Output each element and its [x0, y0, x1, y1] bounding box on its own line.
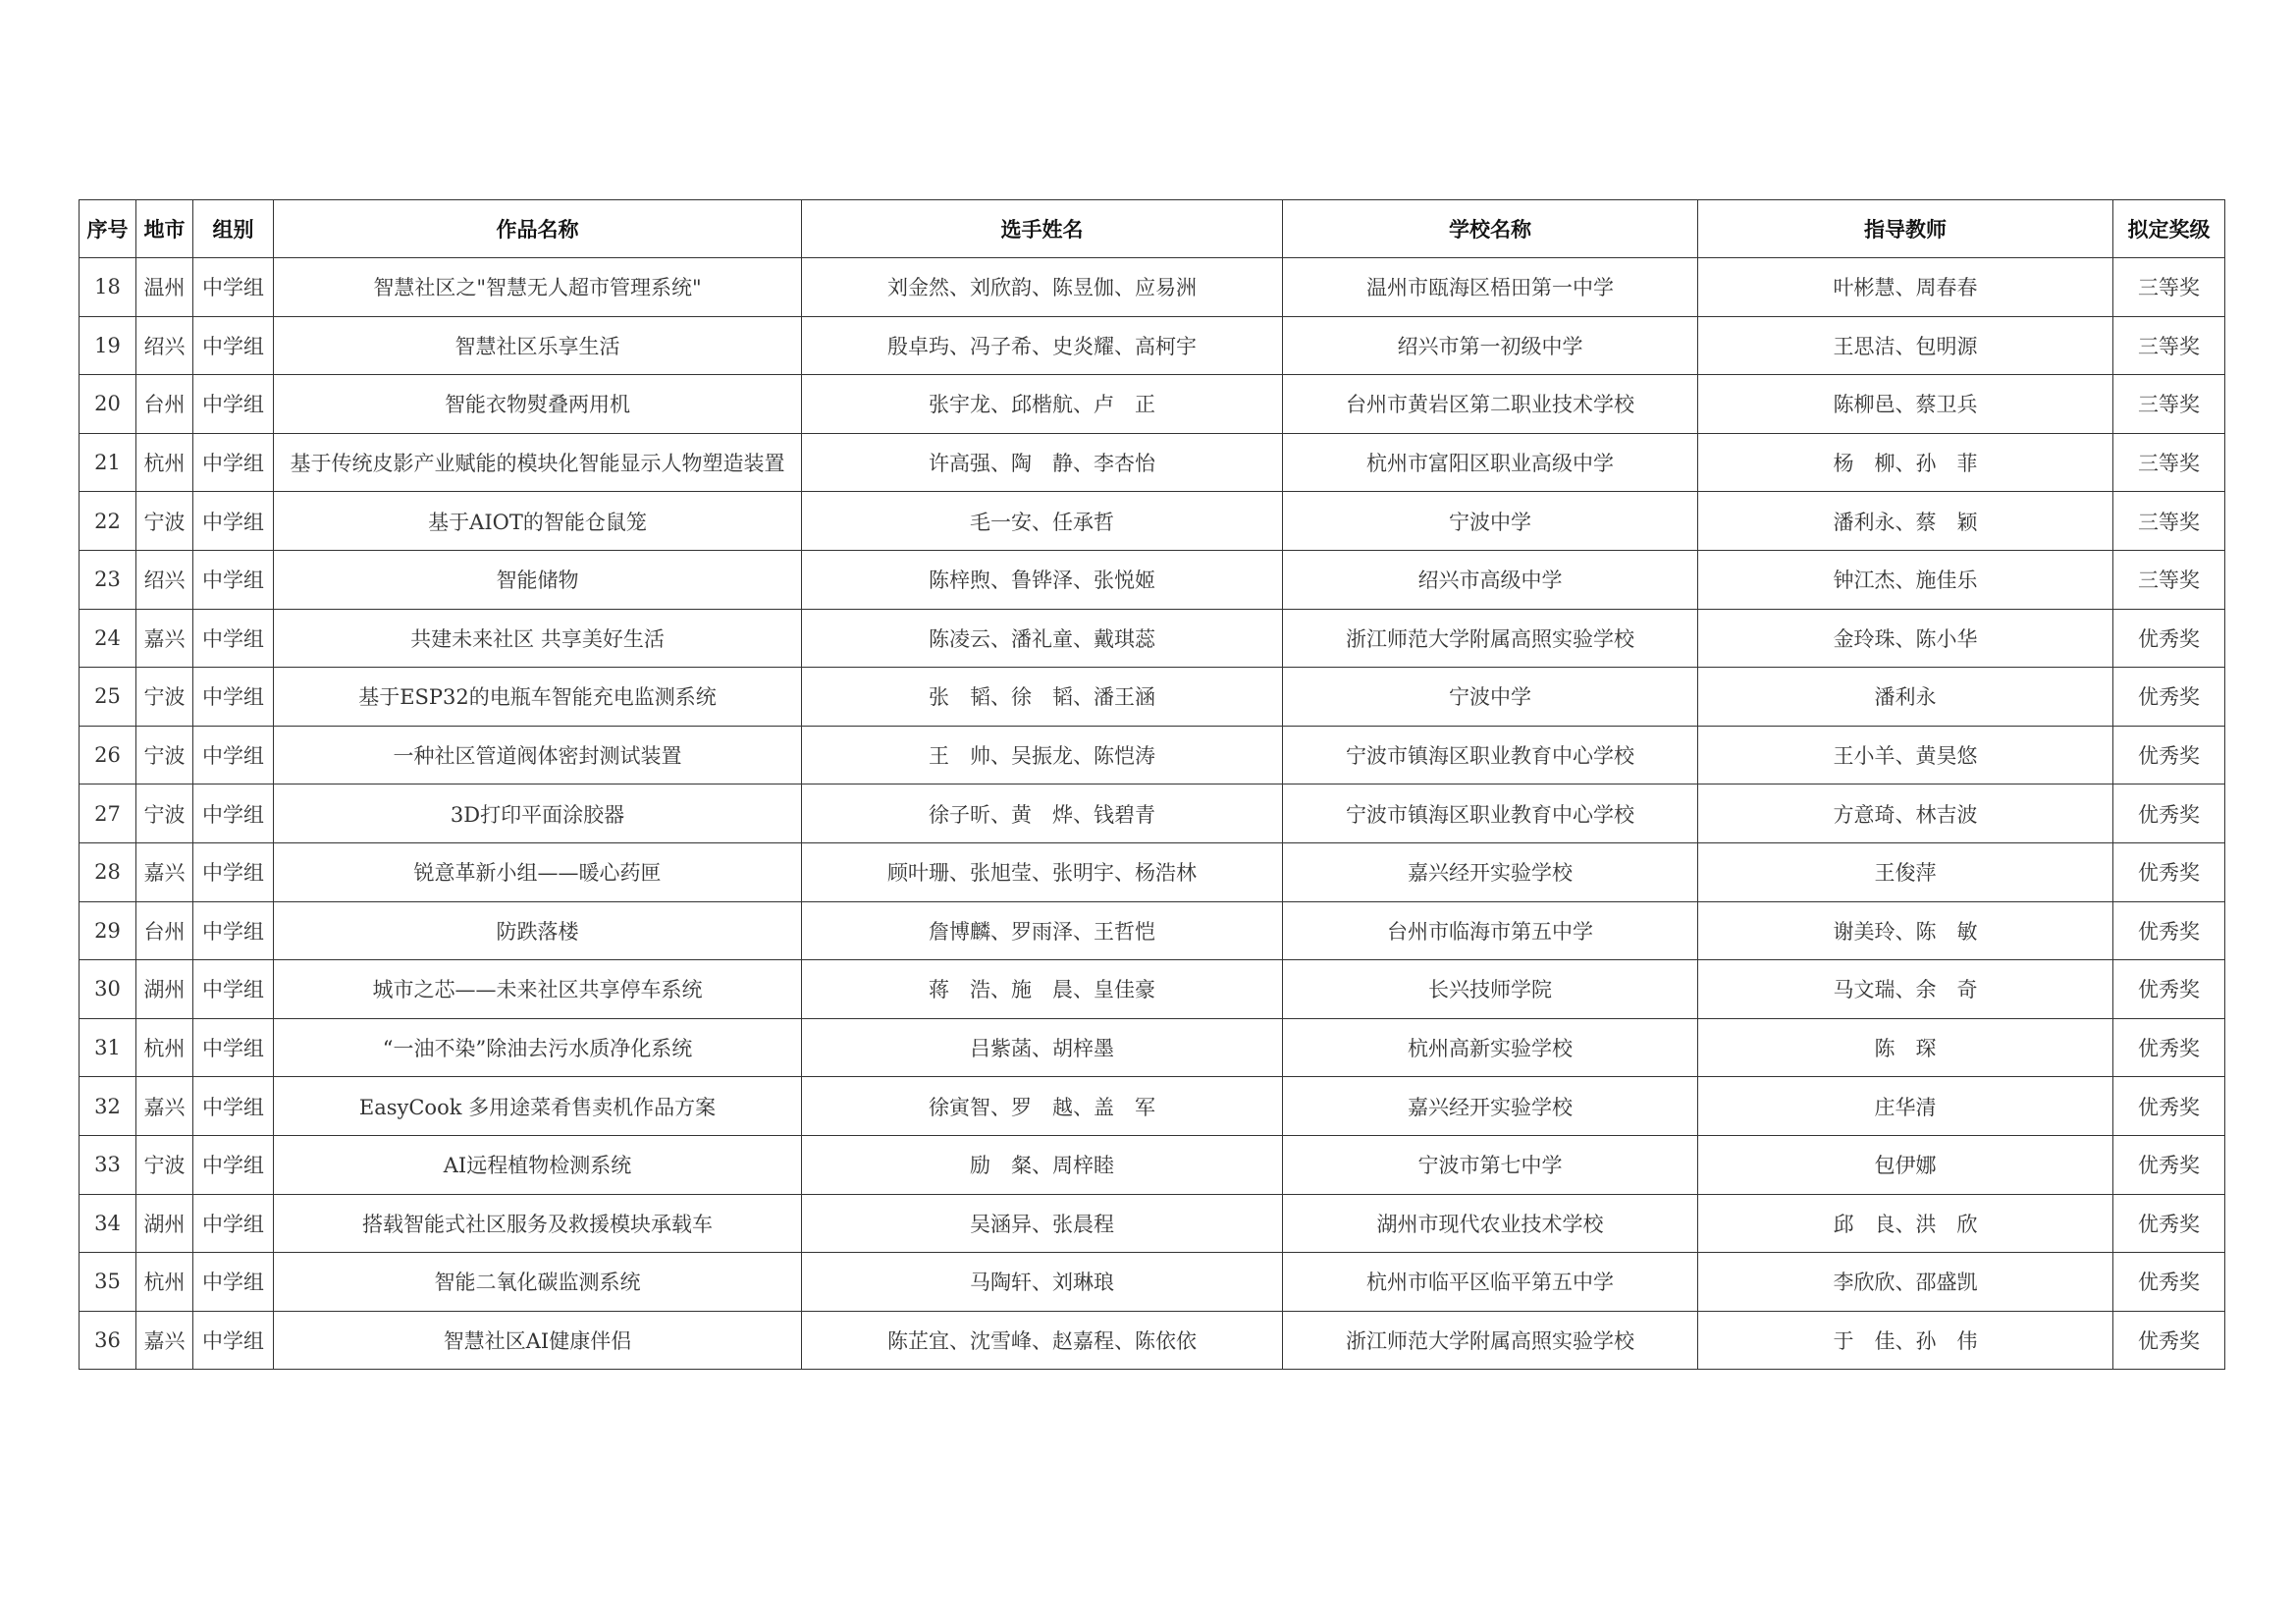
- rank-cell: 29: [80, 901, 136, 960]
- work-title-cell: EasyCook 多用途菜肴售卖机作品方案: [274, 1077, 802, 1136]
- advisor-cell: 陈 琛: [1698, 1018, 2113, 1077]
- work-title-cell: 城市之芯——未来社区共享停车系统: [274, 960, 802, 1019]
- work-title-cell: 智慧社区乐享生活: [274, 316, 802, 375]
- school-cell: 杭州市富阳区职业高级中学: [1283, 433, 1698, 492]
- school-cell: 台州市黄岩区第二职业技术学校: [1283, 375, 1698, 434]
- award-level-cell: 三等奖: [2113, 492, 2225, 551]
- table-header-row: [80, 200, 2225, 258]
- city-cell: 嘉兴: [136, 609, 193, 668]
- rank-cell: 25: [80, 668, 136, 727]
- work-title-cell: 共建未来社区 共享美好生活: [274, 609, 802, 668]
- work-title-cell: AI远程植物检测系统: [274, 1135, 802, 1194]
- school-cell: 杭州高新实验学校: [1283, 1018, 1698, 1077]
- work-title-cell: 智慧社区AI健康伴侣: [274, 1311, 802, 1370]
- advisor-cell: 王思洁、包明源: [1698, 316, 2113, 375]
- advisor-cell: 谢美玲、陈 敏: [1698, 901, 2113, 960]
- group-cell: 中学组: [193, 433, 274, 492]
- contestants-cell: 吕紫菡、胡梓墨: [802, 1018, 1283, 1077]
- rank-cell: 24: [80, 609, 136, 668]
- advisor-cell: 包伊娜: [1698, 1135, 2113, 1194]
- advisor-cell: 邱 良、洪 欣: [1698, 1194, 2113, 1253]
- city-cell: 湖州: [136, 1194, 193, 1253]
- rank-cell: 18: [80, 258, 136, 317]
- table-row: [80, 901, 2225, 960]
- group-cell: 中学组: [193, 668, 274, 727]
- work-title-cell: “一油不染”除油去污水质净化系统: [274, 1018, 802, 1077]
- school-cell: 湖州市现代农业技术学校: [1283, 1194, 1698, 1253]
- table-row: [80, 1135, 2225, 1194]
- school-cell: 温州市瓯海区梧田第一中学: [1283, 258, 1698, 317]
- table-row: [80, 550, 2225, 609]
- city-cell: 温州: [136, 258, 193, 317]
- city-cell: 绍兴: [136, 550, 193, 609]
- contestants-cell: 蒋 浩、施 晨、皇佳豪: [802, 960, 1283, 1019]
- city-cell: 台州: [136, 901, 193, 960]
- rank-cell: 22: [80, 492, 136, 551]
- group-cell: 中学组: [193, 316, 274, 375]
- header-cell: 地市: [136, 200, 193, 258]
- header-cell: 学校名称: [1283, 200, 1698, 258]
- table-row: [80, 492, 2225, 551]
- contestants-cell: 陈芷宜、沈雪峰、赵嘉程、陈依依: [802, 1311, 1283, 1370]
- advisor-cell: 李欣欣、邵盛凯: [1698, 1253, 2113, 1312]
- contestants-cell: 张宇龙、邱楷航、卢 正: [802, 375, 1283, 434]
- contestants-cell: 詹博麟、罗雨泽、王哲恺: [802, 901, 1283, 960]
- advisor-cell: 叶彬慧、周春春: [1698, 258, 2113, 317]
- contestants-cell: 马陶轩、刘琳琅: [802, 1253, 1283, 1312]
- work-title-cell: 智能二氧化碳监测系统: [274, 1253, 802, 1312]
- contestants-cell: 陈梓煦、鲁铧泽、张悦姬: [802, 550, 1283, 609]
- school-cell: 嘉兴经开实验学校: [1283, 842, 1698, 901]
- award-level-cell: 优秀奖: [2113, 1135, 2225, 1194]
- table-body: [80, 258, 2225, 1370]
- contestants-cell: 励 粲、周梓睦: [802, 1135, 1283, 1194]
- school-cell: 宁波中学: [1283, 492, 1698, 551]
- contestants-cell: 徐寅智、罗 越、盖 军: [802, 1077, 1283, 1136]
- work-title-cell: 锐意革新小组——暖心药匣: [274, 842, 802, 901]
- group-cell: 中学组: [193, 1253, 274, 1312]
- city-cell: 台州: [136, 375, 193, 434]
- table-row: [80, 726, 2225, 784]
- rank-cell: 21: [80, 433, 136, 492]
- contestants-cell: 许高强、陶 静、李杏怡: [802, 433, 1283, 492]
- work-title-cell: 防跌落楼: [274, 901, 802, 960]
- rank-cell: 34: [80, 1194, 136, 1253]
- advisor-cell: 马文瑞、余 奇: [1698, 960, 2113, 1019]
- award-level-cell: 优秀奖: [2113, 1194, 2225, 1253]
- group-cell: 中学组: [193, 550, 274, 609]
- group-cell: 中学组: [193, 842, 274, 901]
- rank-cell: 20: [80, 375, 136, 434]
- school-cell: 绍兴市高级中学: [1283, 550, 1698, 609]
- header-cell: 作品名称: [274, 200, 802, 258]
- header-cell: 选手姓名: [802, 200, 1283, 258]
- group-cell: 中学组: [193, 960, 274, 1019]
- header-cell: 组别: [193, 200, 274, 258]
- school-cell: 宁波市镇海区职业教育中心学校: [1283, 784, 1698, 843]
- rank-cell: 28: [80, 842, 136, 901]
- advisor-cell: 潘利永: [1698, 668, 2113, 727]
- rank-cell: 27: [80, 784, 136, 843]
- city-cell: 宁波: [136, 726, 193, 784]
- table-row: [80, 1194, 2225, 1253]
- award-level-cell: 优秀奖: [2113, 1311, 2225, 1370]
- award-list-sheet: [79, 199, 2224, 1370]
- contestants-cell: 毛一安、任承哲: [802, 492, 1283, 551]
- group-cell: 中学组: [193, 1311, 274, 1370]
- award-level-cell: 优秀奖: [2113, 668, 2225, 727]
- table-row: [80, 316, 2225, 375]
- advisor-cell: 钟江杰、施佳乐: [1698, 550, 2113, 609]
- school-cell: 杭州市临平区临平第五中学: [1283, 1253, 1698, 1312]
- work-title-cell: 智慧社区之"智慧无人超市管理系统": [274, 258, 802, 317]
- city-cell: 宁波: [136, 668, 193, 727]
- contestants-cell: 徐子昕、黄 烨、钱碧青: [802, 784, 1283, 843]
- table-row: [80, 784, 2225, 843]
- city-cell: 宁波: [136, 492, 193, 551]
- work-title-cell: 智能衣物熨叠两用机: [274, 375, 802, 434]
- advisor-cell: 陈柳邑、蔡卫兵: [1698, 375, 2113, 434]
- contestants-cell: 刘金然、刘欣韵、陈昱伽、应易洲: [802, 258, 1283, 317]
- award-level-cell: 三等奖: [2113, 550, 2225, 609]
- contestants-cell: 顾叶珊、张旭莹、张明宇、杨浩林: [802, 842, 1283, 901]
- rank-cell: 23: [80, 550, 136, 609]
- group-cell: 中学组: [193, 609, 274, 668]
- city-cell: 杭州: [136, 433, 193, 492]
- award-level-cell: 三等奖: [2113, 258, 2225, 317]
- group-cell: 中学组: [193, 1018, 274, 1077]
- rank-cell: 32: [80, 1077, 136, 1136]
- award-level-cell: 优秀奖: [2113, 1077, 2225, 1136]
- city-cell: 绍兴: [136, 316, 193, 375]
- group-cell: 中学组: [193, 375, 274, 434]
- city-cell: 杭州: [136, 1253, 193, 1312]
- award-level-cell: 三等奖: [2113, 433, 2225, 492]
- rank-cell: 19: [80, 316, 136, 375]
- school-cell: 台州市临海市第五中学: [1283, 901, 1698, 960]
- school-cell: 宁波市镇海区职业教育中心学校: [1283, 726, 1698, 784]
- rank-cell: 26: [80, 726, 136, 784]
- rank-cell: 33: [80, 1135, 136, 1194]
- rank-cell: 30: [80, 960, 136, 1019]
- city-cell: 嘉兴: [136, 842, 193, 901]
- city-cell: 宁波: [136, 784, 193, 843]
- school-cell: 浙江师范大学附属高照实验学校: [1283, 1311, 1698, 1370]
- advisor-cell: 于 佳、孙 伟: [1698, 1311, 2113, 1370]
- advisor-cell: 潘利永、蔡 颖: [1698, 492, 2113, 551]
- award-level-cell: 优秀奖: [2113, 901, 2225, 960]
- city-cell: 嘉兴: [136, 1077, 193, 1136]
- work-title-cell: 一种社区管道阀体密封测试装置: [274, 726, 802, 784]
- table-row: [80, 433, 2225, 492]
- advisor-cell: 王小羊、黄昊悠: [1698, 726, 2113, 784]
- table-row: [80, 1311, 2225, 1370]
- table-row: [80, 375, 2225, 434]
- work-title-cell: 基于传统皮影产业赋能的模块化智能显示人物塑造装置: [274, 433, 802, 492]
- work-title-cell: 基于ESP32的电瓶车智能充电监测系统: [274, 668, 802, 727]
- school-cell: 绍兴市第一初级中学: [1283, 316, 1698, 375]
- contestants-cell: 殷卓玙、冯子希、史炎耀、高柯宇: [802, 316, 1283, 375]
- advisor-cell: 杨 柳、孙 菲: [1698, 433, 2113, 492]
- contestants-cell: 王 帅、吴振龙、陈恺涛: [802, 726, 1283, 784]
- school-cell: 长兴技师学院: [1283, 960, 1698, 1019]
- rank-cell: 31: [80, 1018, 136, 1077]
- advisor-cell: 方意琦、林吉波: [1698, 784, 2113, 843]
- rank-cell: 36: [80, 1311, 136, 1370]
- header-cell: 指导教师: [1698, 200, 2113, 258]
- group-cell: 中学组: [193, 784, 274, 843]
- group-cell: 中学组: [193, 492, 274, 551]
- work-title-cell: 搭载智能式社区服务及救援模块承载车: [274, 1194, 802, 1253]
- award-level-cell: 三等奖: [2113, 316, 2225, 375]
- award-level-cell: 优秀奖: [2113, 784, 2225, 843]
- city-cell: 杭州: [136, 1018, 193, 1077]
- group-cell: 中学组: [193, 258, 274, 317]
- table-row: [80, 842, 2225, 901]
- city-cell: 宁波: [136, 1135, 193, 1194]
- contestants-cell: 张 韬、徐 韬、潘王涵: [802, 668, 1283, 727]
- rank-cell: 35: [80, 1253, 136, 1312]
- group-cell: 中学组: [193, 1077, 274, 1136]
- award-level-cell: 优秀奖: [2113, 960, 2225, 1019]
- award-table: [79, 199, 2225, 1370]
- school-cell: 嘉兴经开实验学校: [1283, 1077, 1698, 1136]
- advisor-cell: 王俊萍: [1698, 842, 2113, 901]
- school-cell: 浙江师范大学附属高照实验学校: [1283, 609, 1698, 668]
- header-cell: 拟定奖级: [2113, 200, 2225, 258]
- school-cell: 宁波中学: [1283, 668, 1698, 727]
- contestants-cell: 陈凌云、潘礼童、戴琪蕊: [802, 609, 1283, 668]
- city-cell: 嘉兴: [136, 1311, 193, 1370]
- advisor-cell: 庄华清: [1698, 1077, 2113, 1136]
- award-level-cell: 优秀奖: [2113, 1018, 2225, 1077]
- work-title-cell: 3D打印平面涂胶器: [274, 784, 802, 843]
- work-title-cell: 智能储物: [274, 550, 802, 609]
- group-cell: 中学组: [193, 1135, 274, 1194]
- work-title-cell: 基于AIOT的智能仓鼠笼: [274, 492, 802, 551]
- contestants-cell: 吴涵异、张晨程: [802, 1194, 1283, 1253]
- table-row: [80, 1253, 2225, 1312]
- table-row: [80, 609, 2225, 668]
- table-row: [80, 1077, 2225, 1136]
- city-cell: 湖州: [136, 960, 193, 1019]
- group-cell: 中学组: [193, 901, 274, 960]
- table-row: [80, 960, 2225, 1019]
- award-level-cell: 三等奖: [2113, 375, 2225, 434]
- award-level-cell: 优秀奖: [2113, 609, 2225, 668]
- table-row: [80, 1018, 2225, 1077]
- award-level-cell: 优秀奖: [2113, 1253, 2225, 1312]
- group-cell: 中学组: [193, 726, 274, 784]
- group-cell: 中学组: [193, 1194, 274, 1253]
- school-cell: 宁波市第七中学: [1283, 1135, 1698, 1194]
- advisor-cell: 金玲珠、陈小华: [1698, 609, 2113, 668]
- header-cell: 序号: [80, 200, 136, 258]
- table-row: [80, 258, 2225, 317]
- table-row: [80, 668, 2225, 727]
- award-level-cell: 优秀奖: [2113, 726, 2225, 784]
- award-level-cell: 优秀奖: [2113, 842, 2225, 901]
